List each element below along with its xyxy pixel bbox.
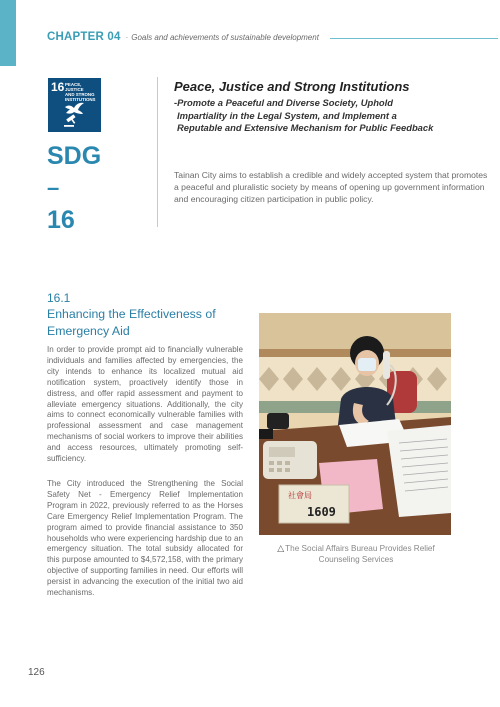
sdg-label-number: 16 xyxy=(47,206,75,234)
sdg-icon-line: AND STRONG xyxy=(65,92,95,97)
sdg-icon-number: 16 xyxy=(51,80,65,94)
desk-plate-number: 1609 xyxy=(307,505,336,519)
goal-title: Peace, Justice and Strong Institutions xyxy=(174,79,410,94)
photo-caption-text: The Social Affairs Bureau Provides Relief Counseling Services xyxy=(285,544,435,564)
dove-gavel-icon xyxy=(61,98,87,128)
chapter-header xyxy=(47,30,319,44)
page-number: 126 xyxy=(28,667,45,678)
vertical-divider xyxy=(157,77,158,227)
section-title: Enhancing the Effectiveness of Emergency Aid xyxy=(47,307,216,338)
goal-subtitle-line: Impartiality in the Legal System, and Implement a xyxy=(177,109,397,121)
body-paragraph: In order to provide prompt aid to financially vulnerable individuals and families affected by emergencies, the city intends to enhance its localized mutual aid notification system, proactively identify those in distress, and offer rapid assessment and payment to alleviate emergency situations. Additionally, the city aims to connect economically vulnerable families with professional assessment and case management mechanisms of social workers to improve their abilities and access resources, ultimately promoting self-sufficiency. xyxy=(47,345,243,464)
section-number: 16.1 xyxy=(47,291,71,305)
body-paragraph: The City introduced the Strengthening the Social Safety Net - Emergency Relief Implementation Program in 2022, previously referred to as the Horses Care Emergency Relief Implementation Program. The program aimed to provide financial assistance to 350 households who were experiencing hardship due to an emergency situation. The total subsidy allocated for this purpose amounted to $4,572,158, with the primary objective of supporting families in need. Our efforts will persist in advancing the execution of the initial two aid mechanisms. xyxy=(47,479,243,598)
photo-illustration xyxy=(259,313,451,535)
goal-description: Tainan City aims to establish a credible and widely accepted system that promotes a peaceful and pluralistic society by means of opening up government information and encouraging citizen participation in public policy. xyxy=(174,170,488,204)
goal-subtitle xyxy=(174,97,494,135)
header-rule xyxy=(330,38,498,39)
chapter-subtitle: Goals and achievements of sustainable development xyxy=(131,32,319,42)
sdg-16-icon xyxy=(48,78,101,132)
goal-subtitle-line: Reputable and Extensive Mechanism for Public Feedback xyxy=(177,122,434,133)
chapter-label: CHAPTER 04 xyxy=(47,31,121,43)
sdg-label-text: SDG xyxy=(47,142,102,170)
chapter-separator: · xyxy=(125,32,129,42)
triangle-icon: △ xyxy=(277,543,285,553)
sdg-icon-line: INSTITUTIONS xyxy=(65,97,96,102)
chapter-corner-tab xyxy=(0,0,16,66)
desk-plate-label: 社會局 xyxy=(288,491,312,500)
sdg-label-dash: – xyxy=(47,175,60,200)
photo-caption xyxy=(260,543,452,565)
sdg-icon-line: PEACE, JUSTICE xyxy=(65,82,84,92)
sdg-label xyxy=(47,140,127,236)
goal-subtitle-line: -Promote a Peaceful and Diverse Society, Uphold xyxy=(174,97,393,108)
relief-counseling-photo xyxy=(259,313,451,535)
